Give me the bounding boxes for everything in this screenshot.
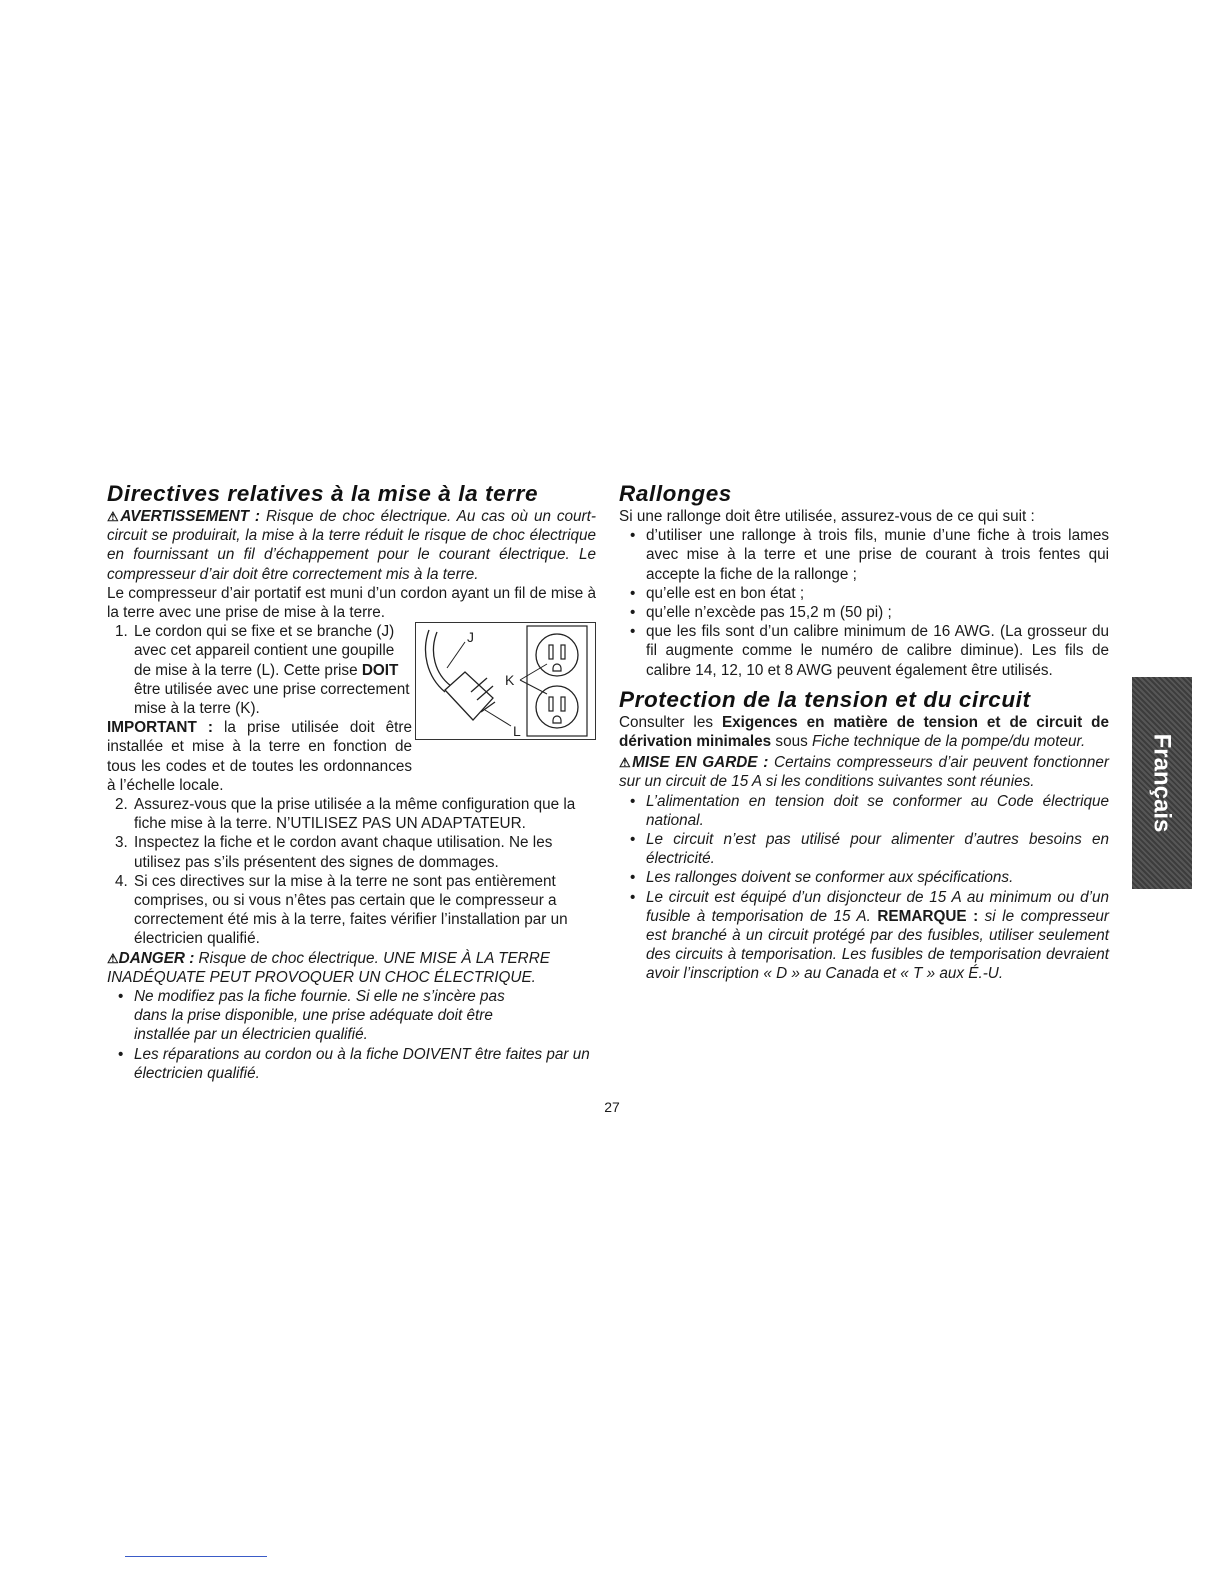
bullet-icon: • bbox=[630, 792, 636, 810]
list-item bbox=[107, 1045, 596, 1083]
consult-text-b: sous bbox=[771, 733, 812, 751]
step-list-rest bbox=[107, 795, 596, 949]
consult-text-a: Consulter les bbox=[619, 713, 722, 731]
list-item bbox=[619, 603, 1109, 622]
bullet-icon: • bbox=[118, 1045, 124, 1063]
caution-triangle-icon: ⚠ bbox=[619, 755, 633, 771]
remark-label: REMARQUE : bbox=[877, 907, 979, 925]
list-item-text: d’utiliser une rallonge à trois fils, munie d’une fiche à trois lames avec mise à la terre et une prise de courant à trois fentes qui accepte la fiche de la rallonge ; bbox=[646, 527, 1109, 583]
list-item-text: Ne modifiez pas la fiche fournie. Si elle ne s’incère pas dans la prise disponible, une prise adéquate doit être installée par un électricien qualifié. bbox=[134, 988, 505, 1044]
warning-label: AVERTISSEMENT : bbox=[120, 508, 260, 525]
list-item-text: L’alimentation en tension doit se conformer au Code électrique national. bbox=[646, 792, 1109, 829]
intro-paragraph: Le compresseur d’air portatif est muni d’un cordon ayant un fil de mise à la terre avec une prise de mise à la terre. bbox=[107, 584, 596, 622]
consult-paragraph bbox=[619, 713, 1109, 751]
step-item bbox=[107, 622, 412, 718]
list-item-text: qu’elle n’excède pas 15,2 m (50 pi) ; bbox=[646, 604, 892, 622]
caution-text: Certains compresseurs d’air peuvent fonctionner sur un circuit de 15 A si les conditions suivantes sont réunies. bbox=[619, 754, 1109, 791]
grounding-heading: Directives relatives à la mise à la terre bbox=[107, 481, 539, 506]
bullet-icon: • bbox=[630, 869, 636, 887]
caution-label: MISE EN GARDE : bbox=[632, 754, 769, 772]
plug-figure-block bbox=[107, 622, 596, 795]
extension-bullet-list bbox=[619, 526, 1109, 680]
step-text: Si ces directives sur la mise à la terre ne sont pas entièrement comprises, ou si vous n’êtes pas certain que le compresseur a correctement été mis à la terre, faites vérifier l’installation par un électricien qualifié. bbox=[134, 872, 568, 948]
list-item bbox=[107, 987, 596, 1045]
list-item-text: que les fils sont d’un calibre minimum de 16 AWG. (La grosseur du fil augmente comme le numéro de calibre diminue). Les fils de calibre 14, 12, 10 et 8 AWG peuvent également être utilisés. bbox=[646, 623, 1109, 679]
step1-text-b: être utilisée avec une prise correctement mise à la terre (K). bbox=[134, 680, 410, 718]
footer-rule bbox=[125, 1556, 267, 1557]
step1-text-a: Le cordon qui se fixe et se branche (J) avec cet appareil contient une goupille de mise à la terre (L). Cette prise bbox=[134, 623, 395, 679]
list-item bbox=[619, 622, 1109, 680]
step-list-first bbox=[107, 622, 412, 718]
page-number: 27 bbox=[604, 1099, 620, 1115]
list-item-text: Le circuit n’est pas utilisé pour alimenter d’autres besoins en électricité. bbox=[646, 831, 1109, 868]
side-tab-label: Français bbox=[1148, 733, 1176, 833]
bullet-icon: • bbox=[630, 584, 636, 602]
important-label: IMPORTANT : bbox=[107, 719, 213, 737]
list-item-text: Les réparations au cordon ou à la fiche DOIVENT être faites par un électricien qualifié. bbox=[134, 1045, 590, 1082]
list-item bbox=[619, 584, 1109, 603]
caution-bullet-list bbox=[619, 792, 1109, 984]
step-number: 4. bbox=[115, 872, 128, 890]
cord-line-2 bbox=[433, 632, 451, 686]
list-item-text: qu’elle est en bon état ; bbox=[646, 584, 805, 602]
warning-triangle-icon: ⚠ bbox=[107, 509, 121, 524]
receptacle-plate bbox=[527, 626, 587, 736]
bullet-icon: • bbox=[630, 527, 636, 545]
label-l: L bbox=[513, 723, 521, 740]
step-text: Inspectez la fiche et le cordon avant chaque utilisation. Ne les utilisez pas s’ils présentent des signes de dommages. bbox=[134, 834, 553, 871]
last-bullet-text-a: Le circuit est équipé d’un disjoncteur de 15 A au minimum ou d’un fusible à temporisation de 15 A. bbox=[646, 888, 1109, 925]
warning-paragraph bbox=[107, 507, 596, 584]
left-column bbox=[107, 480, 596, 1083]
bullet-icon: • bbox=[630, 623, 636, 641]
step-number: 1. bbox=[115, 623, 128, 641]
label-j: J bbox=[467, 629, 474, 646]
outlet-lower bbox=[536, 686, 578, 728]
step-item bbox=[107, 872, 596, 949]
danger-paragraph bbox=[107, 949, 596, 987]
list-item bbox=[619, 888, 1109, 984]
last-bullet-text-b: si le compresseur est branché à un circuit protégé par des fusibles, utiliser seulement des circuits à temporisation. Les fusibles de temporisation devraient avoir l’inscription « D » au Canada et « T » aux É.-U. bbox=[646, 907, 1109, 983]
bullet-icon: • bbox=[630, 888, 636, 906]
step-text: Assurez-vous que la prise utilisée a la même configuration que la fiche mise à la terre. N’UTILISEZ PAS UN ADAPTATEUR. bbox=[134, 796, 576, 833]
grounded-plug-diagram bbox=[415, 622, 596, 740]
extension-intro: Si une rallonge doit être utilisée, assurez-vous de ce qui suit : bbox=[619, 508, 1035, 525]
label-k: K bbox=[505, 672, 515, 689]
step-item bbox=[107, 795, 596, 833]
voltage-protection-heading: Protection de la tension et du circuit bbox=[619, 686, 1031, 712]
danger-bullet-list bbox=[107, 987, 596, 1083]
step-item bbox=[107, 833, 596, 871]
danger-triangle-icon: ⚠ bbox=[107, 950, 119, 966]
extension-cords-heading: Rallonges bbox=[619, 481, 732, 506]
list-item bbox=[619, 868, 1109, 887]
caution-paragraph bbox=[619, 753, 1109, 791]
outlet-upper bbox=[536, 634, 578, 676]
list-item bbox=[619, 830, 1109, 868]
warning-text: Risque de choc électrique. Au cas où un court-circuit se produirait, la mise à la terre réduit le risque de choc électrique en fournissant un fil d’échappement pour le courant électrique. Le compresseur d’air doit être correctement mis à la terre. bbox=[107, 508, 596, 583]
danger-text: Risque de choc électrique. UNE MISE À LA TERRE INADÉQUATE PEUT PROVOQUER UN CHOC ÉLECTRIQUE. bbox=[107, 949, 550, 986]
step-number: 2. bbox=[115, 796, 128, 814]
plug-illustration bbox=[415, 622, 596, 740]
right-column bbox=[619, 480, 1109, 984]
figure-side-text bbox=[107, 622, 412, 795]
consult-italic: Fiche technique de la pompe/du moteur. bbox=[811, 733, 1086, 751]
danger-label: DANGER : bbox=[118, 949, 195, 967]
step-number: 3. bbox=[115, 834, 128, 852]
list-item bbox=[619, 526, 1109, 584]
language-side-tab bbox=[1132, 677, 1192, 889]
list-item-text: Les rallonges doivent se conformer aux spécifications. bbox=[646, 869, 1014, 887]
bullet-icon: • bbox=[118, 988, 124, 1006]
bullet-icon: • bbox=[630, 831, 636, 849]
consult-bold: Exigences en matière de tension et de circuit de dérivation minimales bbox=[619, 713, 1109, 751]
bullet-icon: • bbox=[630, 604, 636, 622]
list-item bbox=[619, 792, 1109, 830]
important-paragraph bbox=[107, 718, 412, 795]
important-text: la prise utilisée doit être installée et mise à la terre en fonction de tous les codes et de toutes les ordonnances à l’échelle locale. bbox=[107, 719, 412, 794]
step1-bold: DOIT bbox=[361, 661, 399, 679]
